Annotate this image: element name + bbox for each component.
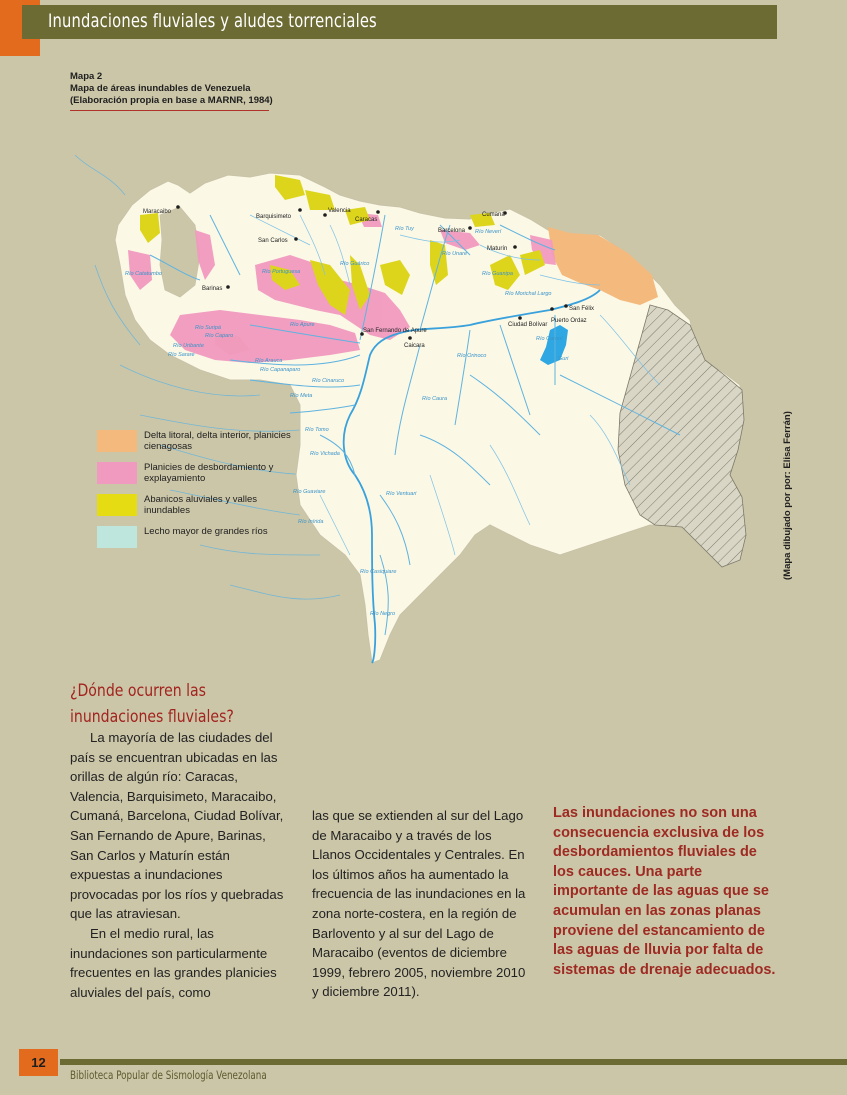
caption-divider (70, 110, 269, 111)
map-caption (70, 71, 273, 107)
legend-label-lecho: Lecho mayor de grandes ríos (144, 526, 268, 537)
river-label-negro: Río Negro (370, 611, 396, 617)
page-number: 12 (19, 1049, 58, 1076)
river-label-portuguesa: Río Portuguesa (262, 269, 301, 275)
map-caption-title: Mapa de áreas inundables de Venezuela (70, 83, 251, 94)
river-label-sarare: Río Sarare (168, 352, 195, 358)
river-label-uribante: Río Uribante (173, 343, 204, 349)
venezuela-flood-map (0, 115, 847, 675)
legend-swatch-delta (97, 430, 137, 452)
river-label-capanaparo: Río Capanaparo (260, 367, 301, 373)
legend-swatch-abanicos (97, 494, 137, 516)
city-label-ciudad-bolivar: Ciudad Bolívar (508, 322, 548, 328)
footer-rule (60, 1059, 847, 1065)
river-label-casiquiare: Río Casiquiare (360, 569, 397, 575)
river-label-tomo: Río Tomo (305, 427, 329, 433)
river-label-neveri: Río Neverí (475, 229, 502, 235)
city-label-san-carlos: San Carlos (258, 238, 288, 244)
river-label-vichada: Río Vichada (310, 451, 340, 457)
city-label-caracas: Caracas (355, 217, 378, 223)
city-label-san-fernando: San Fernando de Apure (363, 328, 427, 334)
river-label-inirida: Río Inírida (298, 519, 324, 525)
footer-publication-title: Biblioteca Popular de Sismología Venezolana (70, 1068, 267, 1082)
city-label-cumana: Cumaná (482, 212, 505, 218)
map-credit: (Mapa dibujado por por: Elisa Ferrán) (782, 411, 793, 580)
page-header-title: Inundaciones fluviales y aludes torrenciales (48, 10, 377, 32)
city-label-puerto-ordaz: Puerto Ordaz (551, 318, 587, 324)
river-label-unare: Río Unare (442, 251, 468, 257)
pull-quote: Las inundaciones no son una consecuencia exclusiva de los desbordamientos fluviales de los cauces. Una parte importante de las aguas que se acumulan en las zonas planas proviene del estancamiento de las aguas de lluvia por falta de sistemas de drenaje adecuados. (553, 805, 776, 978)
legend-label-abanicos: Abanicos aluviales y valles inundables (144, 494, 258, 516)
river-label-ventuari: Río Ventuari (386, 491, 417, 497)
legend-swatch-lecho (97, 526, 137, 548)
river-label-guri: Guri (558, 356, 569, 362)
river-label-tuy: Río Tuy (395, 226, 414, 232)
river-label-guarico: Río Guárico (340, 261, 370, 267)
river-label-morichal-largo: Río Morichal Largo (505, 291, 552, 297)
river-label-guaviare: Río Guaviare (293, 489, 326, 495)
river-label-arauca: Río Arauca (255, 358, 283, 364)
section-heading: ¿Dónde ocurren las inundaciones fluviales? (70, 681, 234, 727)
legend-label-desbordamiento: Planicies de desbordamiento y explayamiento (144, 462, 274, 484)
map-caption-number: Mapa 2 (70, 71, 103, 82)
city-label-san-felix: San Félix (569, 306, 595, 312)
city-label-valencia: Valencia (328, 208, 351, 214)
city-label-barinas: Barinas (202, 286, 223, 292)
city-label-maracaibo: Maracaibo (143, 209, 172, 215)
map-caption-source: (Elaboración propia en base a MARNR, 1984) (70, 95, 273, 106)
paragraph-1: La mayoría de las ciudades del país se encuentran ubicadas en las orillas de algún río: Caracas, Valencia, Barquisimeto, Maracaibo, Cumaná, Barcelona, Ciudad Bolívar, San Fernando de Apure, Barinas, San Carlos y Maturín están expuestas a inundaciones provocadas por los ríos y quebradas que las atraviesan. (70, 730, 284, 922)
legend-label-delta: Delta litoral, delta interior, planicies cienagosas (144, 430, 291, 452)
city-label-caicara: Caicara (404, 343, 425, 349)
river-label-suripa: Río Suripá (195, 325, 221, 331)
river-label-meta: Río Meta (290, 393, 313, 399)
body-column-1 (70, 728, 292, 1002)
river-label-orinoco: Río Orinoco (457, 353, 487, 359)
river-label-catatumbo: Río Catatumbo (125, 271, 162, 277)
river-label-apure: Río Apure (290, 322, 315, 328)
river-label-caparo: Río Caparo (205, 333, 234, 339)
river-label-caroni: Río Caroní (536, 336, 563, 342)
legend-swatch-desbordamiento (97, 462, 137, 484)
city-label-barcelona: Barcelona (438, 228, 466, 234)
paragraph-2: En el medio rural, las inundaciones son particularmente frecuentes en las grandes planicies aluviales del país, como (70, 925, 277, 1000)
paragraph-3: las que se extienden al sur del Lago de Maracaibo y a través de los Llanos Occidentales y Centrales. En los últimos años ha aumentado la frecuencia de las inundaciones en la zona norte-costera, en la región de Barlovento y al sur del Lago de Maracaibo (eventos de diciembre 1999, febrero 2005, noviembre 2010 y diciembre 2011). (312, 808, 526, 1000)
river-label-caura: Río Caura (422, 396, 448, 402)
river-label-cinaruco: Río Cinaruco (312, 378, 345, 384)
body-column-2 (312, 806, 526, 1002)
city-label-maturin: Maturín (487, 246, 508, 252)
river-label-guanipa: Río Guanipa (482, 271, 513, 277)
city-label-barquisimeto: Barquisimeto (256, 214, 292, 220)
